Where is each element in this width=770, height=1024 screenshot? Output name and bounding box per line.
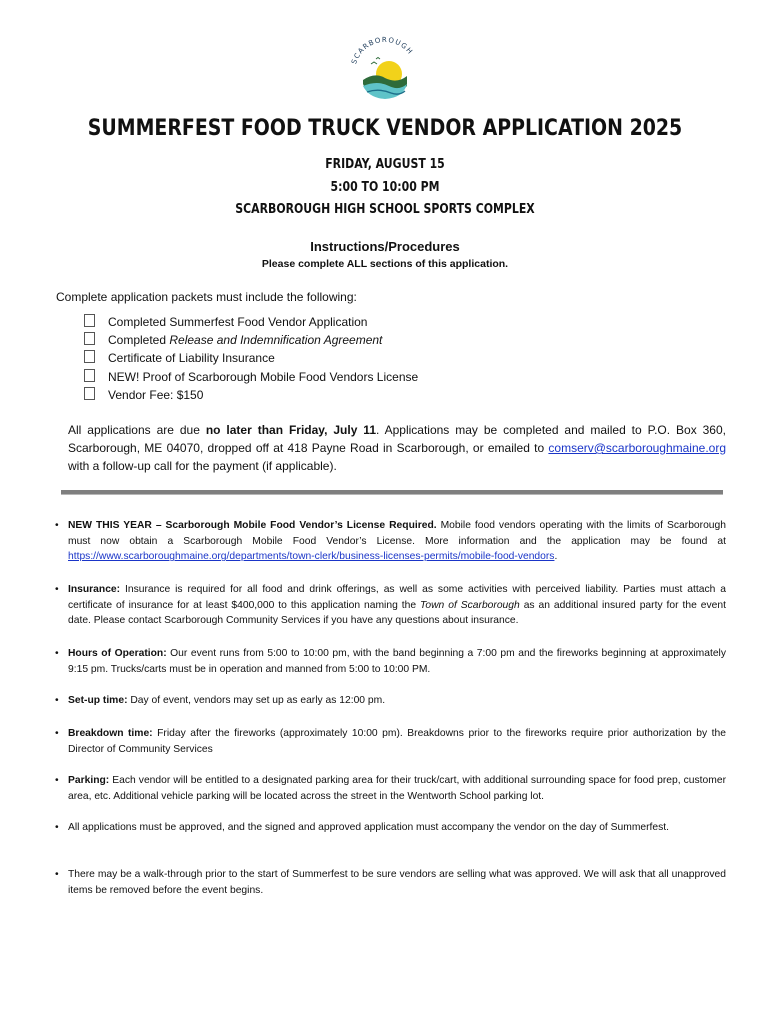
list-item-breakdown: • Breakdown time: Friday after the fireworks (approximately 10:00 pm). Breakdowns prior to the fireworks require prior authorization by the Director of Community Services <box>55 728 726 755</box>
event-date: FRIDAY, AUGUST 15 <box>325 157 445 172</box>
due-date-paragraph: All applications are due no later than Friday, July 11. Applications may be completed and mailed to P.O. Box 360, Scarborough, ME 04070, dropped off at 418 Payne Road in Scarborough, or emailed to comserv@scarboroughmaine.org with a follow-up call for the payment (if applicable). <box>68 423 726 473</box>
bullet-icon: • <box>55 822 59 833</box>
bullet-icon: • <box>55 728 59 739</box>
event-location: SCARBOROUGH HIGH SCHOOL SPORTS COMPLEX <box>235 202 535 217</box>
checklist-item: Certificate of Liability Insurance <box>84 349 418 367</box>
bullet-icon: • <box>55 648 59 659</box>
section-divider <box>61 490 723 495</box>
checkbox-icon <box>84 387 95 400</box>
list-item-license: • NEW THIS YEAR – Scarborough Mobile Food Vendor’s License Required. Mobile food vendors operating with the limits of Scarborough must now obtain a Scarborough Mobile Food Vendor’s License. More information and the application may be found at https://www.scarboroughmaine.org/departments/town-clerk/business-licenses-permits/mobile-food-vendors. <box>55 520 726 563</box>
packet-intro: Complete application packets must include the following: <box>56 290 357 304</box>
checkbox-icon <box>84 350 95 363</box>
checklist-item: Completed Release and Indemnification Agreement <box>84 331 418 349</box>
scarborough-logo <box>345 28 425 104</box>
list-item-insurance: • Insurance: Insurance is required for all food and drink offerings, as well as some activities with perceived liability. Parties must attach a certificate of insurance for at least $400,000 to this application naming the Town of Scarborough as an additional insured party for the event date. Please contact Scarborough Community Services if you have any questions about insurance. <box>55 584 726 627</box>
checklist-item: Vendor Fee: $150 <box>84 386 418 404</box>
checkbox-icon <box>84 314 95 327</box>
license-info-link[interactable]: https://www.scarboroughmaine.org/departments/town-clerk/business-licenses-permits/mobile-food-vendors <box>68 551 555 563</box>
page-title: SUMMERFEST FOOD TRUCK VENDOR APPLICATION 2025 <box>87 116 683 141</box>
list-item-approval: • All applications must be approved, and the signed and approved application must accompany the vendor on the day of Summerfest. <box>55 820 726 836</box>
required-items-checklist <box>84 313 418 404</box>
bullet-icon: • <box>55 584 59 595</box>
list-item-hours: • Hours of Operation: Our event runs from 5:00 to 10:00 pm, with the band beginning a 7:00 pm and the fireworks beginning at approximately 9:15 pm. Trucks/carts must be in operation and manned from 5:00 to 10:00 PM. <box>55 648 726 675</box>
list-item-parking: • Parking: Each vendor will be entitled to a designated parking area for their truck/cart, with additional surrounding space for food prep, customer area, etc. Additional vehicle parking will be located across the street in the Wentworth School parking lot. <box>55 775 726 802</box>
bullet-icon: • <box>55 520 59 531</box>
instructions-subheading: Please complete ALL sections of this application. <box>261 258 509 270</box>
bullet-icon: • <box>55 695 59 706</box>
checkbox-icon <box>84 332 95 345</box>
list-item-walkthrough: • There may be a walk-through prior to the start of Summerfest to be sure vendors are selling what was approved. We will ask that all unapproved items be removed before the event begins. <box>55 869 726 896</box>
event-time: 5:00 TO 10:00 PM <box>330 180 440 195</box>
logo-text: SCARBOROUGH <box>350 35 415 66</box>
bullet-icon: • <box>55 869 59 880</box>
checklist-item: Completed Summerfest Food Vendor Application <box>84 313 418 331</box>
list-item-setup: • Set-up time: Day of event, vendors may set up as early as 12:00 pm. <box>55 693 726 709</box>
checklist-item: NEW! Proof of Scarborough Mobile Food Vendors License <box>84 368 418 386</box>
email-link[interactable]: comserv@scarboroughmaine.org <box>548 441 726 455</box>
instructions-heading: Instructions/Procedures <box>310 239 460 254</box>
bullet-icon: • <box>55 775 59 786</box>
checkbox-icon <box>84 369 95 382</box>
